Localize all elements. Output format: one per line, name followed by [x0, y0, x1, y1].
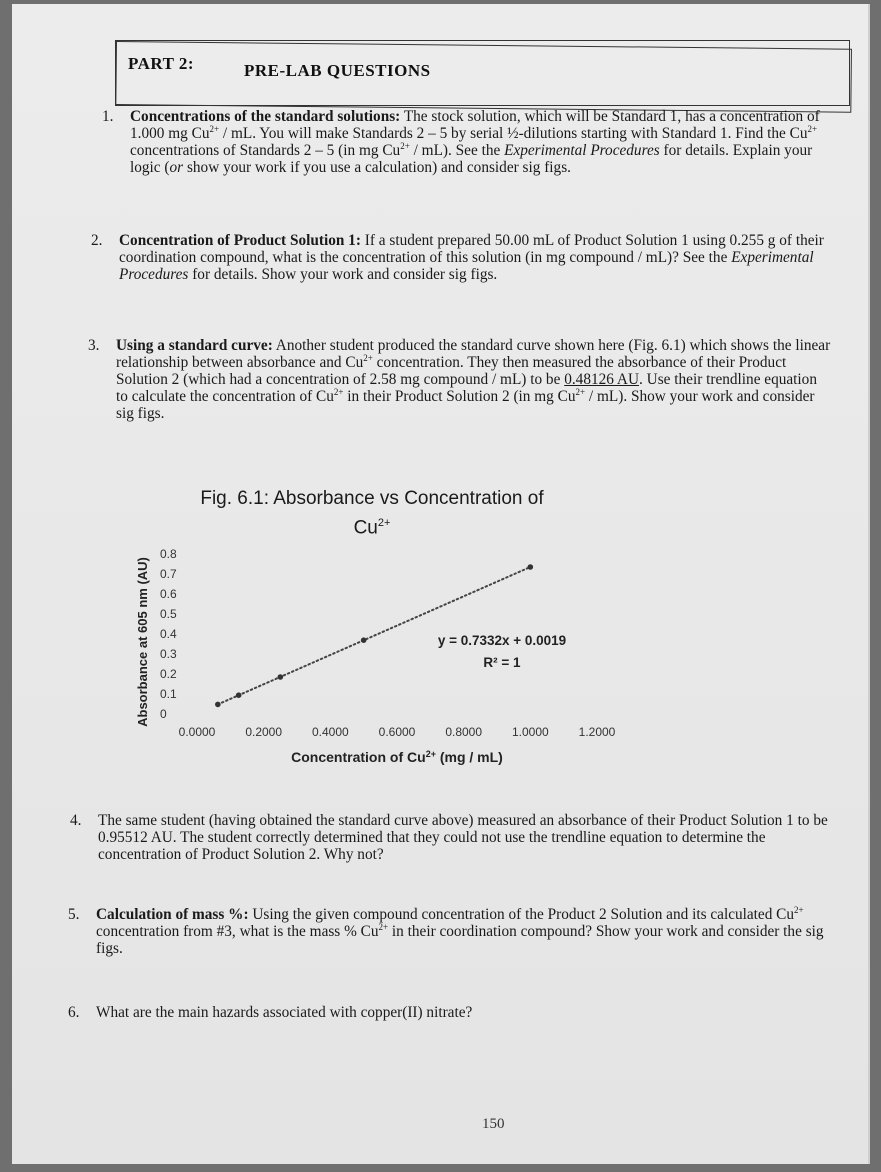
x-tick-label: 0.0000 — [178, 725, 216, 739]
section-title: PRE-LAB QUESTIONS — [244, 61, 431, 80]
x-tick-label: 0.6000 — [378, 725, 416, 739]
chart-title — [182, 486, 562, 540]
data-point — [278, 674, 284, 680]
x-tick-label: 0.4000 — [311, 725, 349, 739]
question-text: concentrations of Standards 2 – 5 (in mg Cu — [130, 142, 401, 159]
question-text: for details. Explain your logic ( — [130, 142, 813, 176]
question-heading: Calculation of mass %: — [96, 906, 249, 923]
question-2 — [91, 232, 831, 283]
question-heading: Concentrations of the standard solutions: — [130, 108, 401, 125]
data-point — [528, 564, 534, 570]
charge-superscript: 2+ — [794, 904, 804, 915]
question-text: / mL). Show your work and consider sig figs. — [116, 388, 815, 422]
x-axis-title-charge: 2+ — [425, 749, 436, 759]
worksheet-page — [12, 4, 870, 1164]
question-3 — [88, 337, 831, 422]
question-text: The stock solution, which will be Standard 1, has a concentration of 1.000 mg Cu — [130, 108, 820, 142]
question-text: The same student (having obtained the standard curve above) measured an absorbance of their Product Solution 1 to be 0.95512 AU. The student correctly determined that they could not use the trendline equation to determine the concentration of Product Solution 2. Why not? — [98, 812, 828, 863]
question-1 — [102, 108, 830, 176]
question-number: 2. — [91, 232, 103, 249]
y-tick-label: 0.4 — [160, 627, 177, 641]
question-number: 6. — [68, 1004, 80, 1021]
header-box-shadow — [115, 41, 852, 113]
question-number: 3. — [88, 337, 100, 354]
data-point — [361, 637, 367, 643]
x-axis-title — [291, 749, 503, 765]
data-point — [215, 702, 221, 708]
r-squared-label: R² = 1 — [483, 655, 521, 670]
y-tick-label: 0.1 — [160, 687, 177, 701]
reference-italic: Experimental Procedures — [504, 142, 660, 159]
charge-superscript: 2+ — [363, 352, 373, 363]
part-label: PART 2: — [128, 54, 195, 73]
question-4 — [70, 812, 843, 863]
question-text: Using the given compound concentration of the Product 2 Solution and its calculated Cu — [248, 906, 795, 923]
y-tick-label: 0.8 — [160, 547, 177, 561]
question-text: Another student produced the standard curve shown here (Fig. 6.1) which shows the linear relationship between absorbance and Cu — [116, 337, 831, 371]
charge-superscript: 2+ — [575, 386, 586, 397]
x-tick-label: 0.8000 — [445, 725, 483, 739]
chart-title-text: Fig. 6.1: Absorbance vs Concentration of Cu — [200, 488, 544, 539]
question-text: in their coordination compound? Show your work and consider the sig figs. — [96, 923, 824, 957]
question-text: What are the main hazards associated with copper(II) nitrate? — [96, 1004, 473, 1021]
question-text: / mL). See the — [409, 142, 505, 159]
chart-title-charge: 2+ — [377, 517, 391, 529]
trendline-equation: y = 0.7332x + 0.0019 — [437, 633, 567, 648]
y-tick-label: 0.3 — [160, 647, 177, 661]
page-number: 150 — [482, 1116, 505, 1132]
question-text: / mL. You will make Standards 2 – 5 by serial ½-dilutions starting with Standard 1. Find the Cu — [219, 125, 808, 142]
question-number: 5. — [68, 906, 80, 923]
question-heading: Concentration of Product Solution 1: — [119, 232, 361, 249]
x-axis-title-text: Concentration of Cu — [291, 749, 426, 765]
y-tick-label: 0.6 — [160, 587, 177, 601]
y-tick-label: 0.2 — [160, 667, 177, 681]
y-tick-label: 0.7 — [160, 567, 177, 581]
reference-italic: Experimental Procedures — [119, 249, 814, 283]
charge-superscript: 2+ — [378, 921, 389, 932]
question-6 — [68, 1004, 836, 1021]
x-tick-label: 0.2000 — [245, 725, 283, 739]
y-axis-title: Absorbance at 605 nm (AU) — [135, 557, 150, 727]
question-text: show your work if you use a calculation) and consider sig figs. — [183, 159, 571, 176]
y-tick-label: 0 — [160, 707, 167, 721]
y-tick-label: 0.5 — [160, 607, 177, 621]
question-text: concentration. They then measured the absorbance of their Product Solution 2 (which had a concentration of 2.58 mg compound / mL) to be — [116, 354, 787, 388]
x-tick-label: 1.2000 — [578, 725, 616, 739]
charge-superscript: 2+ — [209, 123, 220, 134]
emphasis-italic: or — [169, 159, 184, 176]
x-tick-label: 1.0000 — [511, 725, 549, 739]
figure-6-1 — [122, 482, 642, 782]
section-header — [115, 40, 850, 106]
absorbance-value: 0.48126 AU — [564, 371, 639, 388]
question-heading: Using a standard curve: — [116, 337, 273, 354]
x-axis-title-unit: (mg / mL) — [435, 749, 503, 765]
question-number: 1. — [102, 108, 114, 125]
question-text: concentration from #3, what is the mass % Cu — [96, 923, 379, 940]
question-5 — [68, 904, 846, 957]
charge-superscript: 2+ — [400, 140, 410, 151]
question-text: If a student prepared 50.00 mL of Product Solution 1 using 0.255 g of their coordination compound, what is the concentration of this solution (in mg compound / mL)? See the — [119, 232, 824, 266]
question-text: . Use their trendline equation to calculate the concentration of Cu — [116, 371, 817, 405]
question-number: 4. — [70, 812, 82, 829]
question-text: for details. Show your work and consider sig figs. — [188, 266, 498, 283]
data-point — [236, 692, 242, 698]
question-text: in their Product Solution 2 (in mg Cu — [343, 388, 576, 405]
charge-superscript: 2+ — [807, 123, 818, 134]
charge-superscript: 2+ — [333, 386, 344, 397]
